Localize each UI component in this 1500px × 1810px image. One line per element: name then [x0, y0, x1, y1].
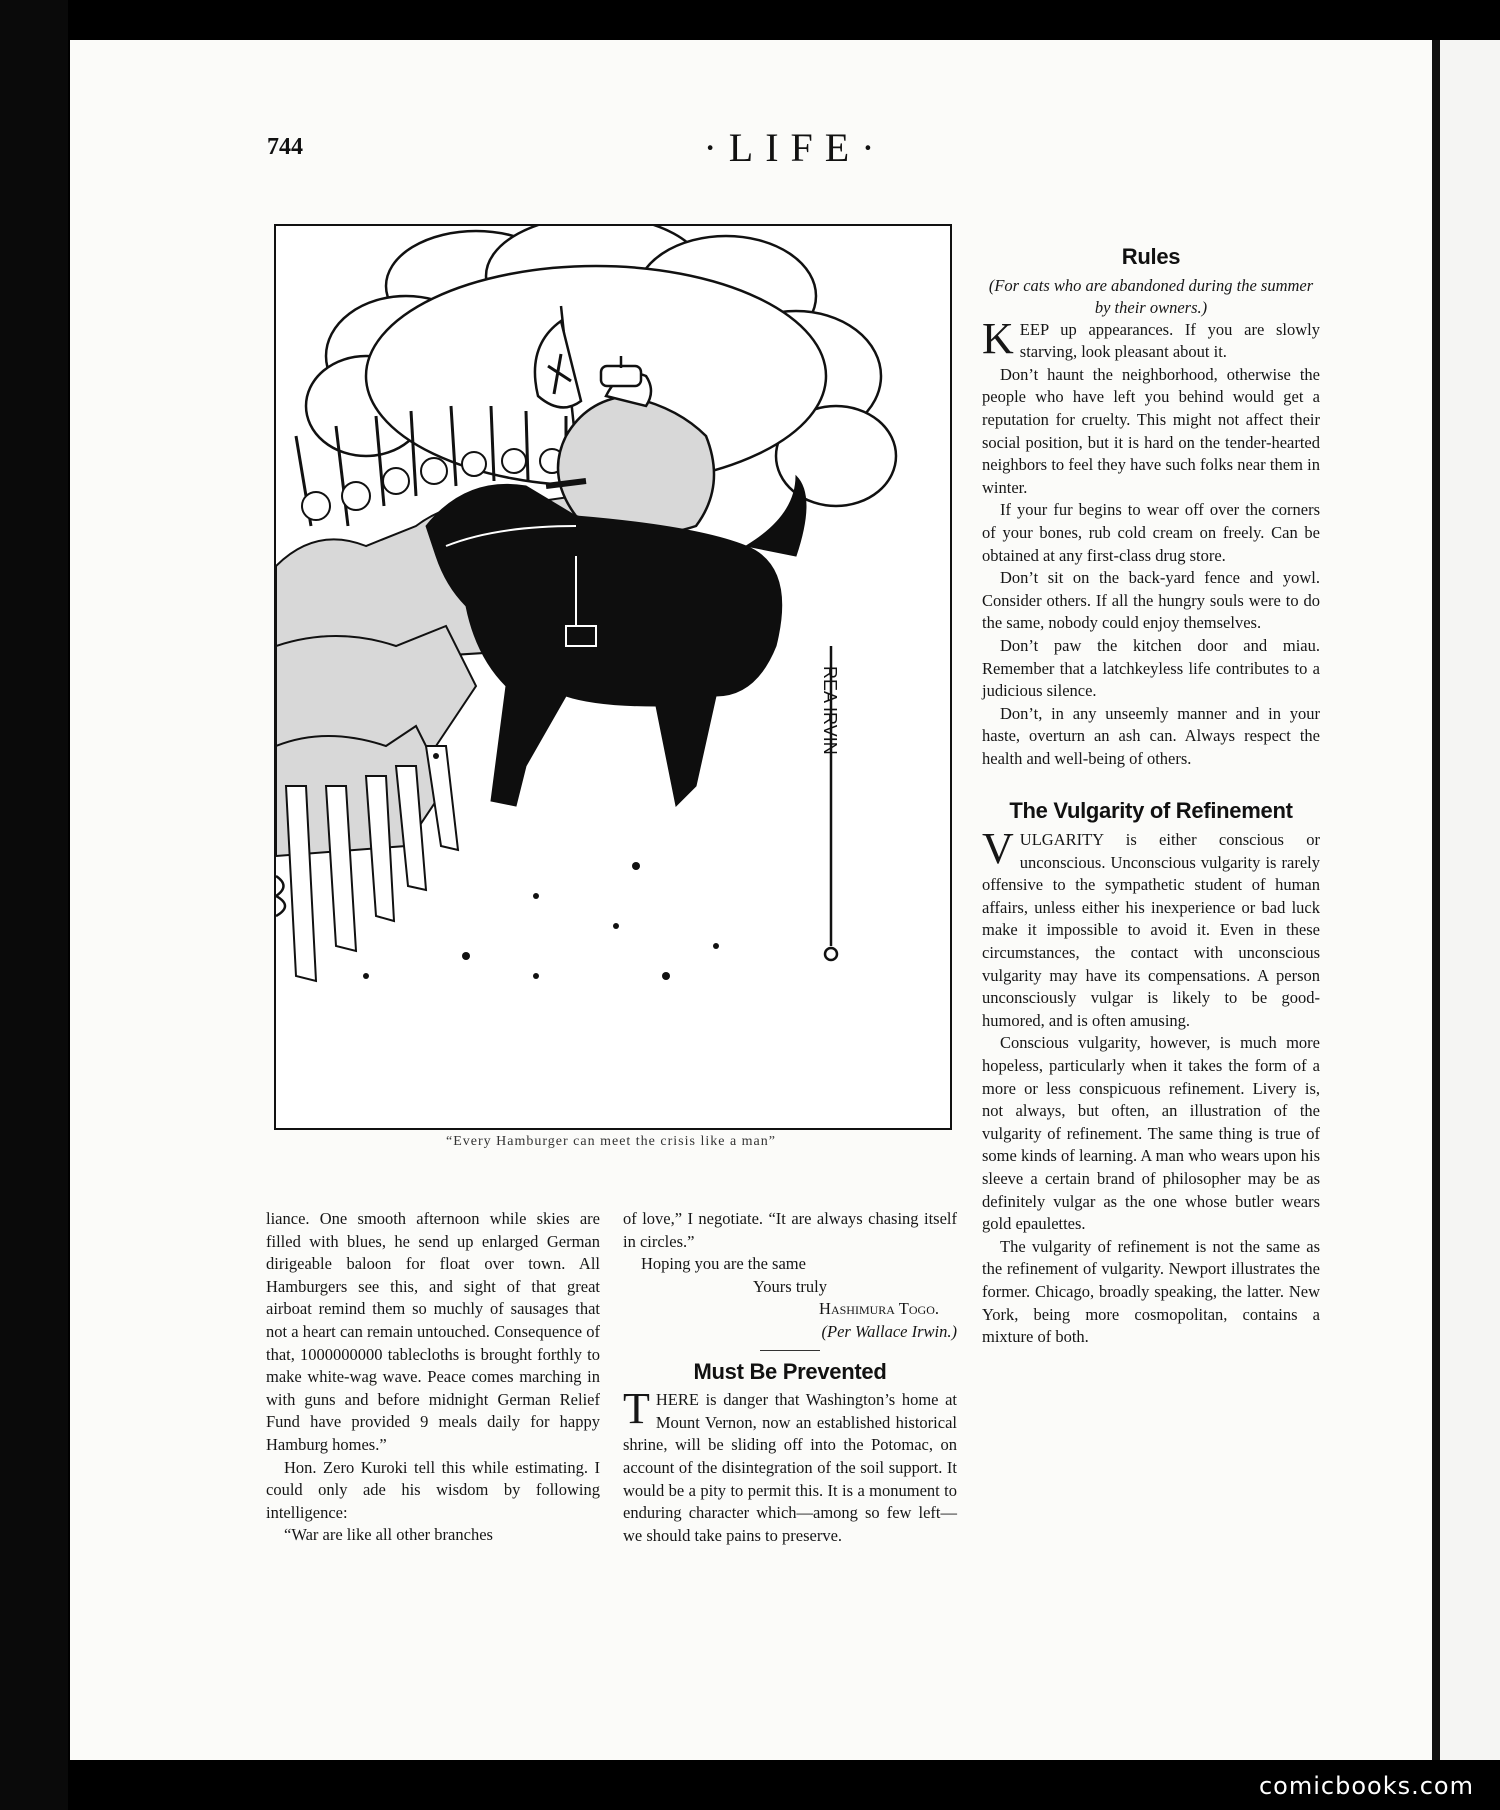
paragraph: liance. One smooth afternoon while skies are filled with blues, he send up enlarged German dirigeable baloon for float over town. All Hamburgers see this, and sight of that great airboat remind them so muchly of sausages that not a heart can remain untouched. Consequence of that, 1000000000 tablecloths is brought forthly to make white-wag wave. Peace comes marching in with guns and before midnight German Relief Fund have provided 9 meals daily for happy Hamburg homes.” [266, 1209, 600, 1454]
dropcap: V [982, 824, 1014, 874]
section-subtitle: (For cats who are abandoned during the summer by their owners.) [988, 275, 1314, 317]
cartoon-drawing [276, 226, 950, 1128]
watermark: comicbooks.com [1258, 1772, 1474, 1800]
paragraph: Don’t haunt the neighborhood, otherwise the people who have left you behind would get a reputation for cruelty. This might not affect their social position, but it is hard on the tender-hearted neighbors to feel they have such folks near them in winter. [982, 364, 1320, 497]
cartoon-caption: “Every Hamburger can meet the crisis like a man” [446, 1134, 776, 1149]
paragraph: Don’t sit on the back-yard fence and yowl. Consider others. If all the hungry souls were to do the same, nobody could enjoy themselves. [982, 568, 1320, 633]
letter-signature: Hashimura Togo. [819, 1299, 939, 1319]
divider [760, 1350, 820, 1351]
paragraph-text: ULGARITY is either conscious or unconscious. Unconscious vulgarity is rarely offensive to the sympathetic student of human affairs, unless either his inexperience or bad luck make it impossible to avoid it. Even in these circumstances, the contact with unconscious vulgarity may have its compensations. A person unconsciously vulgar is likely to be good-humored, and is often amusing. [982, 830, 1320, 1030]
paragraph: The vulgarity of refinement is not the same as the refinement of vulgarity. Newport illustrates the former. Chicago, broadly speaking, the latter. New York, being more cosmopolitan, contains a mixture of both. [982, 1236, 1320, 1347]
magazine-page [70, 40, 1432, 1760]
scan-border-left [0, 0, 68, 1810]
column-left [266, 1208, 600, 1547]
cartoon-illustration [274, 224, 952, 1130]
section-title: Must Be Prevented [693, 1358, 887, 1384]
column-right [982, 246, 1320, 1349]
paragraph [982, 313, 1320, 364]
page-number: 744 [267, 134, 303, 160]
paragraph: Don’t paw the kitchen door and miau. Remember that a latchkeyless life contributes to a judicious silence. [982, 635, 1320, 701]
dropcap: K [982, 313, 1014, 363]
paragraph: If your fur begins to wear off over the corners of your bones, rub cold cream on freely. Can be obtained at any first-class drug store. [982, 500, 1320, 565]
letter-closing: Yours truly [753, 1276, 827, 1296]
paragraph-text: EEP up appearances. If you are slowly starving, look pleasant about it. [1019, 319, 1320, 362]
dropcap: T [623, 1384, 650, 1434]
scan-page-gutter [1432, 40, 1440, 1760]
section-title: The Vulgarity of Refinement [1009, 798, 1293, 824]
masthead: ·LIFE· [703, 125, 887, 170]
paragraph-text: HERE is danger that Washington’s home at Mount Vernon, now an established historical shrine, will be sliding off into the Potomac, on account of the disintegration of the soil support. It would be a pity to permit this. It is a monument to enduring character which—among so few left—we should take pains to preserve. [623, 1390, 957, 1545]
letter-line: Hoping you are the same [641, 1254, 806, 1274]
paragraph: Conscious vulgarity, however, is much more hopeless, particularly when it takes the form of a more or less conspicuous refinement. Livery is, not always, but often, an illustration of the vulgarity of refinement. The same thing is true of some kinds of learning. A man who wears upon his sleeve a certain brand of philosopher may be as definitely vulgar as the one whose butler wears gold epaulettes. [982, 1033, 1320, 1234]
letter-line: of love,” I negotiate. “It are always chasing itself in circles.” [623, 1209, 957, 1251]
paragraph: Don’t, in any unseemly manner and in your haste, overturn an ash can. Always respect the health and well-being of others. [982, 703, 1320, 768]
next-page-sliver [1440, 40, 1500, 1760]
paragraph: “War are like all other branches [284, 1525, 493, 1545]
paragraph [623, 1384, 957, 1547]
signature-text: REA IRVIN [820, 666, 840, 755]
column-middle [623, 1208, 957, 1547]
section-title: Rules [1121, 244, 1181, 269]
paragraph: Hon. Zero Kuroki tell this while estimating. I could only ade his wisdom by following intelligence: [266, 1457, 600, 1522]
letter-attribution: (Per Wallace Irwin.) [821, 1321, 957, 1341]
paragraph [982, 824, 1320, 1032]
